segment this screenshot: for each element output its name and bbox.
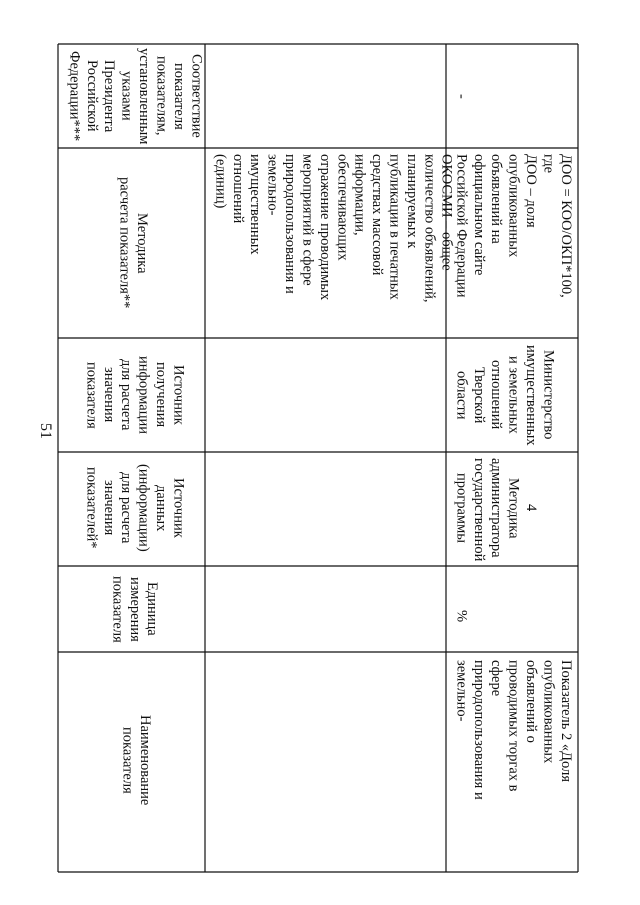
header-data-source: Источник данных (информации) для расчета значения показателей* — [83, 464, 187, 552]
page-number: 51 — [37, 423, 54, 439]
header-name: Наименование показателя — [119, 714, 153, 806]
row2-info-source: Министерство имущественных и земельных отношений Тверской области — [453, 344, 557, 446]
row2-name: Показатель 2 «Доля опубликованных объявлений о проводимых торгах в сфере природопользования и земельно- — [453, 660, 574, 800]
row2-unit: % — [453, 610, 470, 623]
header-compliance: Соответствие показателя показателям, установленным указами Президента Российской Федерации*** — [66, 48, 205, 145]
header-methodology: Методика расчета показателя** — [116, 177, 150, 309]
header-info-source: Источник получения информации для расчета значения показателя — [83, 356, 187, 434]
row2-methodology: ДОО = КОО/ОКП*100, где ДОО – доля опубликованных объявлений на официальном сайте Российской Федерации — [453, 154, 574, 298]
row1-methodology: ОКОСМИ – общее количество объявлений, планируемых к публикации в печатных средствах массовой информации, обеспечивающих отражение проводимых мероприятий в сфере природопользования и земельно- имущественных отношений (единиц) — [212, 154, 455, 303]
row2-data-source: 4 Методика администратора государственной программы — [453, 458, 540, 562]
header-unit: Единица измерения показателя — [109, 575, 161, 643]
row2-compliance: - — [453, 93, 470, 99]
